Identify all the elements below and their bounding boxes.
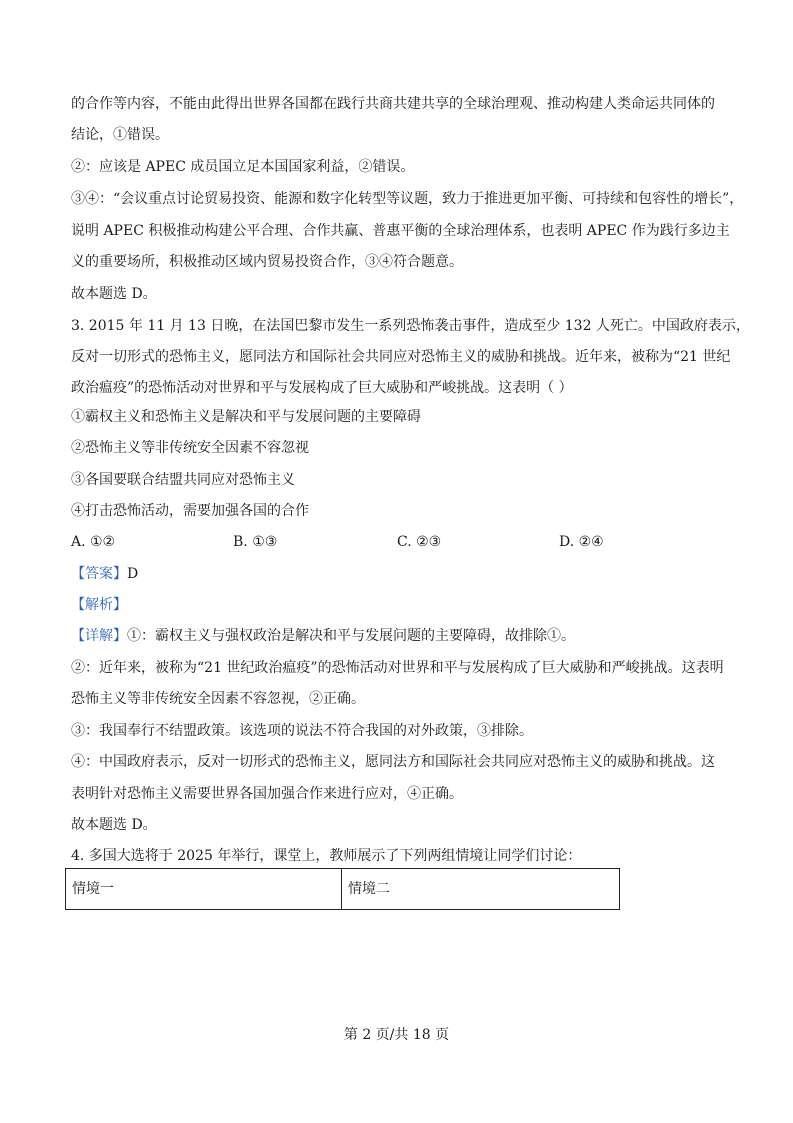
conclusion-line: 故本题选 D。 (71, 286, 157, 302)
statement-4: ④打击恐怖活动，需要加强各国的合作 (71, 503, 309, 519)
detail-line: ③：我国奉行不结盟政策。该选项的说法不符合我国的对外政策，③排除。 (71, 723, 533, 739)
question-4-stem: 4. 多国大选将于 2025 年举行，课堂上，教师展示了下列两组情境让同学们讨论： (71, 848, 582, 864)
answer-label: 【答案】 (71, 566, 127, 582)
answer-line (71, 564, 138, 584)
detail-line: ②：近年来，被称为“21 世纪政治瘟疫”的恐怖活动对世界和平与发展构成了巨大威胁和严峻挑战。这表明 (71, 660, 724, 676)
answer-options (71, 532, 711, 552)
paragraph-line: 的合作等内容，不能由此得出世界各国都在践行共商共建共享的全球治理观、推动构建人类命运共同体的 (71, 96, 715, 112)
statement-2: ②恐怖主义等非传统安全因素不容忽视 (71, 440, 309, 456)
conclusion-line: 故本题选 D。 (71, 817, 157, 833)
table-header-situation-2: 情境二 (348, 881, 390, 897)
table-header-situation-1: 情境一 (66, 869, 342, 909)
analysis-label: 【解析】 (71, 597, 127, 613)
option-b: B. ①③ (233, 534, 278, 550)
question-3-stem: 反对一切形式的恐怖主义，愿同法方和国际社会共同应对恐怖主义的威胁和挑战。近年来，被称为“21 世纪 (71, 349, 731, 365)
option-a: A. ①② (71, 534, 116, 550)
detail-line (71, 626, 575, 646)
detail-text: ①：霸权主义与强权政治是解决和平与发展问题的主要障碍，故排除①。 (127, 628, 575, 644)
paragraph-line: ③④：“会议重点讨论贸易投资、能源和数字化转型等议题，致力于推进更加平衡、可持续和包容性的增长”， (71, 191, 744, 207)
detail-line: ④：中国政府表示，反对一切形式的恐怖主义，愿同法方和国际社会共同应对恐怖主义的威胁和挑战。这 (71, 754, 715, 770)
answer-value: D (127, 566, 139, 582)
option-c: C. ②③ (397, 534, 442, 550)
paragraph-line: 说明 APEC 积极推动构建公平合理、合作共赢、普惠平衡的全球治理体系，也表明 APEC 作为践行多边主 (71, 223, 730, 239)
detail-line: 表明针对恐怖主义需要世界各国加强合作来进行应对，④正确。 (71, 786, 463, 802)
question-3-stem: 政治瘟疫”的恐怖活动对世界和平与发展构成了巨大威胁和严峻挑战。这表明（ ） (71, 380, 573, 396)
statement-3: ③各国要联合结盟共同应对恐怖主义 (71, 472, 295, 488)
option-d: D. ②④ (559, 534, 604, 550)
paragraph-line: ②：应该是 APEC 成员国立足本国国家利益，②错误。 (71, 159, 415, 175)
statement-1: ①霸权主义和恐怖主义是解决和平与发展问题的主要障碍 (71, 409, 421, 425)
paragraph-line: 义的重要场所，积极推动区域内贸易投资合作，③④符合题意。 (71, 254, 463, 270)
analysis-line (71, 595, 127, 615)
detail-label: 【详解】 (71, 628, 127, 644)
page-footer: 第 2 页/共 18 页 (343, 1027, 450, 1043)
paragraph-line: 结论，①错误。 (71, 127, 169, 143)
situation-table (65, 868, 620, 910)
question-3-stem: 3. 2015 年 11 月 13 日晚，在法国巴黎市发生一系列恐怖袭击事件，造成至少 132 人死亡。中国政府表示， (71, 318, 750, 334)
detail-line: 恐怖主义等非传统安全因素不容忽视，②正确。 (71, 691, 365, 707)
